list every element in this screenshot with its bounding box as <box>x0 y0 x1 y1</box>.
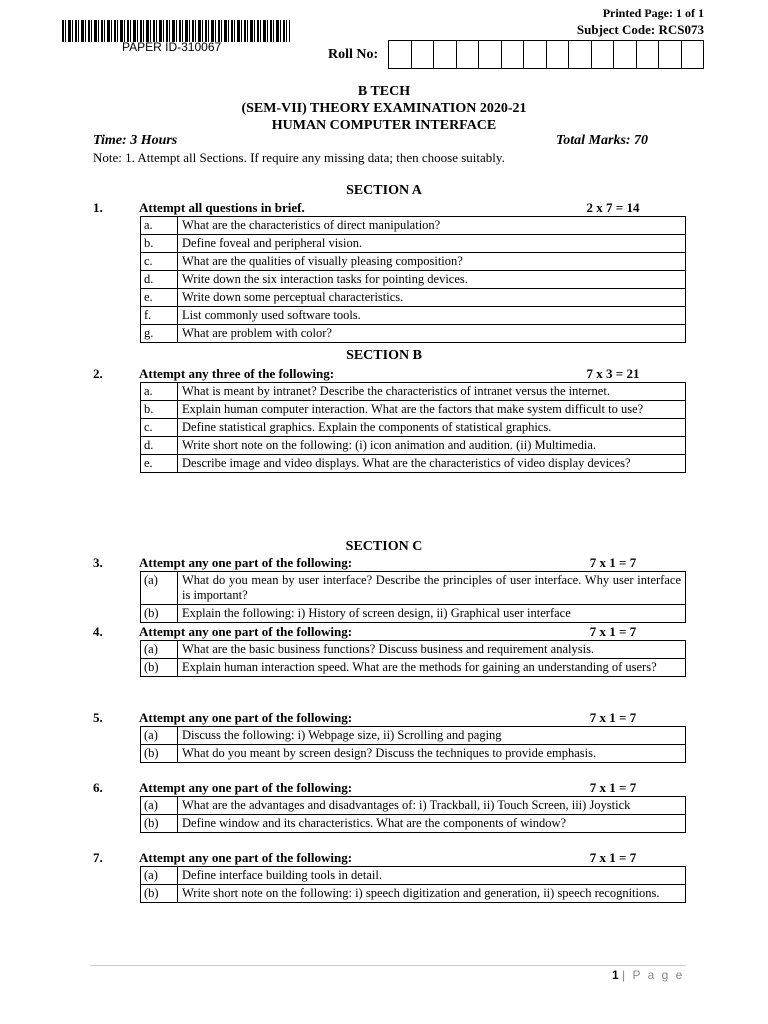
part-text: What do you mean by user interface? Describe the principles of user interface. Why user interface is important? <box>178 572 686 605</box>
part-text: What do you meant by screen design? Discuss the techniques to provide emphasis. <box>178 745 686 763</box>
question-number: 3. <box>93 555 103 570</box>
part-text: Define statistical graphics. Explain the components of statistical graphics. <box>178 419 686 437</box>
question-instruction: Attempt any one part of the following: <box>139 850 353 865</box>
part-label: e. <box>141 289 178 307</box>
part-label: e. <box>141 455 178 473</box>
part-text: What are the qualities of visually pleasing composition? <box>178 253 686 271</box>
table-row <box>141 383 686 401</box>
question-table <box>140 382 686 473</box>
roll-no-box <box>456 40 479 69</box>
part-text: Write down the six interaction tasks for pointing devices. <box>178 271 686 289</box>
part-label: a. <box>141 383 178 401</box>
roll-no-box <box>658 40 681 69</box>
part-label: (b) <box>141 605 178 623</box>
part-text: Write down some perceptual characteristics. <box>178 289 686 307</box>
table-row <box>141 797 686 815</box>
roll-no-box <box>681 40 705 69</box>
question-marks: 7 x 1 = 7 <box>589 555 637 570</box>
part-label: (b) <box>141 885 178 903</box>
question-header <box>93 555 668 571</box>
part-label: g. <box>141 325 178 343</box>
question-marks: 7 x 3 = 21 <box>586 366 640 381</box>
question-instruction: Attempt any one part of the following: <box>139 710 353 725</box>
table-row <box>141 235 686 253</box>
table-row <box>141 401 686 419</box>
roll-no-box <box>636 40 659 69</box>
table-row <box>141 289 686 307</box>
barcode <box>62 20 290 42</box>
exam-subject: HUMAN COMPUTER INTERFACE <box>271 118 497 133</box>
table-row <box>141 727 686 745</box>
part-label: (a) <box>141 797 178 815</box>
part-text: Explain human computer interaction. What are the factors that make system difficult to use? <box>178 401 686 419</box>
part-label: a. <box>141 217 178 235</box>
question-marks: 7 x 1 = 7 <box>589 780 637 795</box>
question-number: 5. <box>93 710 103 725</box>
table-row <box>141 325 686 343</box>
part-text: Discuss the following: i) Webpage size, ii) Scrolling and paging <box>178 727 686 745</box>
table-row <box>141 867 686 885</box>
exam-title: (SEM-VII) THEORY EXAMINATION 2020-21 <box>241 101 527 116</box>
question-table <box>140 726 686 763</box>
page-number <box>612 968 684 982</box>
part-label: (b) <box>141 815 178 833</box>
roll-no-box <box>613 40 636 69</box>
question-table <box>140 866 686 903</box>
roll-no-box <box>501 40 524 69</box>
question-instruction: Attempt any one part of the following: <box>139 555 353 570</box>
table-row <box>141 641 686 659</box>
question-table <box>140 571 686 623</box>
printed-page: Printed Page: 1 of 1 <box>602 6 704 20</box>
question-table <box>140 796 686 833</box>
section-heading-a: SECTION A <box>346 183 422 198</box>
part-text: Define foveal and peripheral vision. <box>178 235 686 253</box>
table-row <box>141 253 686 271</box>
question-instruction: Attempt any one part of the following: <box>139 624 353 639</box>
roll-no-box <box>591 40 614 69</box>
part-text: Explain human interaction speed. What are the methods for gaining an understanding of users? <box>178 659 686 677</box>
question-header <box>93 850 668 866</box>
part-label: d. <box>141 437 178 455</box>
part-text: List commonly used software tools. <box>178 307 686 325</box>
part-text: What are the basic business functions? Discuss business and requirement analysis. <box>178 641 686 659</box>
exam-note: Note: 1. Attempt all Sections. If require any missing data; then choose suitably. <box>93 150 505 165</box>
part-label: f. <box>141 307 178 325</box>
part-label: c. <box>141 253 178 271</box>
part-label: (b) <box>141 659 178 677</box>
table-row <box>141 271 686 289</box>
roll-no-label: Roll No: <box>328 47 379 62</box>
part-text: Define window and its characteristics. What are the components of window? <box>178 815 686 833</box>
question-marks: 7 x 1 = 7 <box>589 850 637 865</box>
part-text: What is meant by intranet? Describe the characteristics of intranet versus the internet. <box>178 383 686 401</box>
question-table <box>140 640 686 677</box>
roll-no-box <box>411 40 434 69</box>
table-row <box>141 659 686 677</box>
section-heading-c: SECTION C <box>345 539 423 554</box>
roll-no-box <box>546 40 569 69</box>
question-header <box>93 624 668 640</box>
table-row <box>141 605 686 623</box>
part-label: (a) <box>141 641 178 659</box>
question-header <box>93 366 668 382</box>
table-row <box>141 307 686 325</box>
footer-divider <box>90 965 686 966</box>
subject-code: Subject Code: RCS073 <box>576 22 704 37</box>
roll-no-boxes <box>388 40 704 69</box>
question-marks: 7 x 1 = 7 <box>589 710 637 725</box>
part-label: c. <box>141 419 178 437</box>
roll-no-box <box>568 40 591 69</box>
question-instruction: Attempt all questions in brief. <box>139 200 305 215</box>
part-label: b. <box>141 235 178 253</box>
question-number: 6. <box>93 780 103 795</box>
table-row <box>141 572 686 605</box>
question-table <box>140 216 686 343</box>
question-number: 2. <box>93 366 103 381</box>
table-row <box>141 815 686 833</box>
part-text: Explain the following: i) History of screen design, ii) Graphical user interface <box>178 605 686 623</box>
exam-time: Time: 3 Hours <box>93 133 178 148</box>
roll-no-box <box>478 40 501 69</box>
table-row <box>141 455 686 473</box>
question-instruction: Attempt any three of the following: <box>139 366 335 381</box>
page-word: | P a g e <box>622 968 685 982</box>
part-text: Describe image and video displays. What are the characteristics of video display devices? <box>178 455 686 473</box>
part-label: d. <box>141 271 178 289</box>
part-label: (b) <box>141 745 178 763</box>
section-heading-b: SECTION B <box>346 348 422 363</box>
roll-no-box <box>433 40 456 69</box>
question-header <box>93 780 668 796</box>
question-header <box>93 200 668 216</box>
table-row <box>141 885 686 903</box>
paper-id: PAPER ID-310067 <box>122 40 222 54</box>
question-number: 4. <box>93 624 103 639</box>
question-marks: 7 x 1 = 7 <box>589 624 637 639</box>
exam-degree: B TECH <box>357 84 411 99</box>
part-label: b. <box>141 401 178 419</box>
total-marks: Total Marks: 70 <box>556 133 649 148</box>
part-text: Write short note on the following: (i) icon animation and audition. (ii) Multimedia. <box>178 437 686 455</box>
table-row <box>141 419 686 437</box>
part-text: What are the characteristics of direct manipulation? <box>178 217 686 235</box>
part-text: Write short note on the following: i) speech digitization and generation, ii) speech recognitions. <box>178 885 686 903</box>
table-row <box>141 745 686 763</box>
table-row <box>141 437 686 455</box>
roll-no-box <box>523 40 546 69</box>
question-instruction: Attempt any one part of the following: <box>139 780 353 795</box>
part-text: What are problem with color? <box>178 325 686 343</box>
table-row <box>141 217 686 235</box>
part-text: What are the advantages and disadvantages of: i) Trackball, ii) Touch Screen, iii) Joystick <box>178 797 686 815</box>
question-header <box>93 710 668 726</box>
question-number: 1. <box>93 200 103 215</box>
question-number: 7. <box>93 850 103 865</box>
page-number-value: 1 <box>612 968 619 982</box>
roll-no-box <box>388 40 411 69</box>
part-label: (a) <box>141 727 178 745</box>
part-label: (a) <box>141 867 178 885</box>
question-marks: 2 x 7 = 14 <box>586 200 640 215</box>
part-label: (a) <box>141 572 178 605</box>
part-text: Define interface building tools in detail. <box>178 867 686 885</box>
